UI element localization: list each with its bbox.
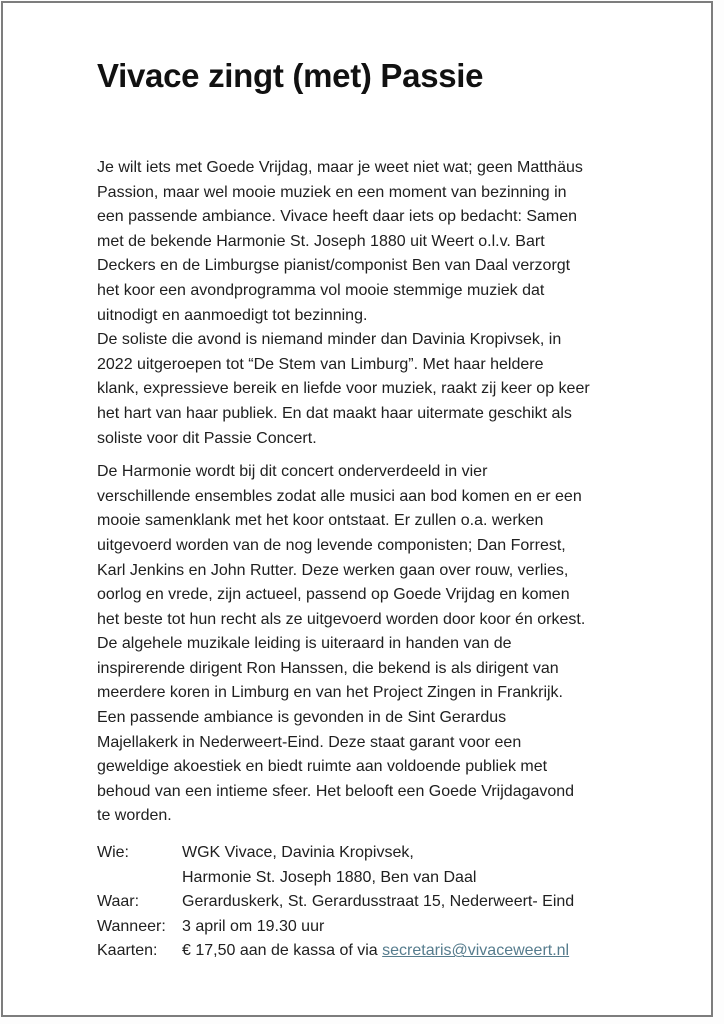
- text-line: Passion, maar wel mooie muziek en een moment van bezinning in: [97, 183, 567, 201]
- info-label-waar: Waar:: [97, 893, 140, 911]
- page-title: Vivace zingt (met) Passie: [97, 57, 484, 94]
- text-line: 3 april om 19.30 uur: [182, 917, 325, 935]
- ticket-price-text: € 17,50 aan de kassa of via: [182, 942, 383, 960]
- text-line: soliste voor dit Passie Concert.: [97, 429, 317, 447]
- text-line: oorlog en vrede, zijn actueel, passend op Goede Vrijdag en komen: [97, 586, 570, 604]
- info-row-wie: [97, 841, 654, 890]
- text-line: De Harmonie wordt bij dit concert onderverdeeld in vier: [97, 463, 488, 481]
- event-info-block: [97, 841, 654, 964]
- text-line: Majellakerk in Nederweert-Eind. Deze staat garant voor een: [97, 733, 522, 751]
- text-line: Je wilt iets met Goede Vrijdag, maar je weet niet wat; geen Matthäus: [97, 159, 583, 176]
- text-line: klank, expressieve bereik en liefde voor muziek, raakt zij keer op keer: [97, 380, 590, 398]
- text-line: inspirerende dirigent Ron Hanssen, die bekend is als dirigent van: [97, 659, 559, 677]
- info-label-kaarten: Kaarten:: [97, 942, 158, 960]
- text-line: WGK Vivace, Davinia Kropivsek,: [182, 844, 414, 862]
- text-line: Karl Jenkins en John Rutter. Deze werken gaan over rouw, verlies,: [97, 561, 569, 579]
- text-line: het beste tot hun recht als ze uitgevoerd worden door koor én orkest.: [97, 610, 586, 628]
- text-line: geweldige akoestiek en biedt ruimte aan voldoende publiek met: [97, 758, 548, 776]
- text-line: het koor een avondprogramma vol mooie stemmige muziek dat: [97, 281, 545, 299]
- info-row-waar: [97, 890, 654, 915]
- text-line: Deckers en de Limburgse pianist/componist Ben van Daal verzorgt: [97, 257, 571, 275]
- body-paragraph-2: [97, 460, 654, 829]
- text-line: uitgevoerd worden van de nog levende componisten; Dan Forrest,: [97, 536, 566, 554]
- info-value-kaarten: [182, 939, 654, 964]
- text-line: verschillende ensembles zodat alle musici aan bod komen en er een: [97, 487, 582, 505]
- body-paragraph-1: [97, 156, 654, 451]
- text-line: met de bekende Harmonie St. Joseph 1880 uit Weert o.l.v. Bart: [97, 232, 545, 250]
- text-line: Harmonie St. Joseph 1880, Ben van Daal: [182, 868, 477, 886]
- info-value-wanneer: [182, 915, 654, 940]
- text-line: behoud van een intieme sfeer. Het belooft een Goede Vrijdagavond: [97, 782, 575, 800]
- text-line: mooie samenklank met het koor ontstaat. Er zullen o.a. werken: [97, 512, 544, 530]
- text-line: De soliste die avond is niemand minder dan Davinia Kropivsek, in: [97, 331, 562, 349]
- info-label-wanneer: Wanneer:: [97, 917, 166, 935]
- text-line: te worden.: [97, 807, 172, 825]
- text-line: Gerarduskerk, St. Gerardusstraat 15, Nederweert- Eind: [182, 893, 575, 911]
- email-link[interactable]: secretaris@vivaceweert.nl: [382, 942, 570, 960]
- text-line: uitnodigt en aanmoedigt tot bezinning.: [97, 306, 368, 324]
- info-value-wie: [182, 841, 654, 890]
- info-row-kaarten: [97, 939, 654, 964]
- info-row-wanneer: [97, 915, 654, 940]
- info-label-wie: Wie:: [97, 844, 129, 862]
- text-line: De algehele muzikale leiding is uiteraard in handen van de: [97, 635, 512, 653]
- info-value-waar: [182, 890, 654, 915]
- text-line: een passende ambiance. Vivace heeft daar iets op bedacht: Samen: [97, 208, 578, 226]
- text-line: Een passende ambiance is gevonden in de Sint Gerardus: [97, 709, 507, 727]
- text-line: het hart van haar publiek. En dat maakt haar uitermate geschikt als: [97, 404, 572, 422]
- text-line: meerdere koren in Limburg en van het Project Zingen in Frankrijk.: [97, 684, 563, 702]
- text-line: 2022 uitgeroepen tot “De Stem van Limburg”. Met haar heldere: [97, 355, 544, 373]
